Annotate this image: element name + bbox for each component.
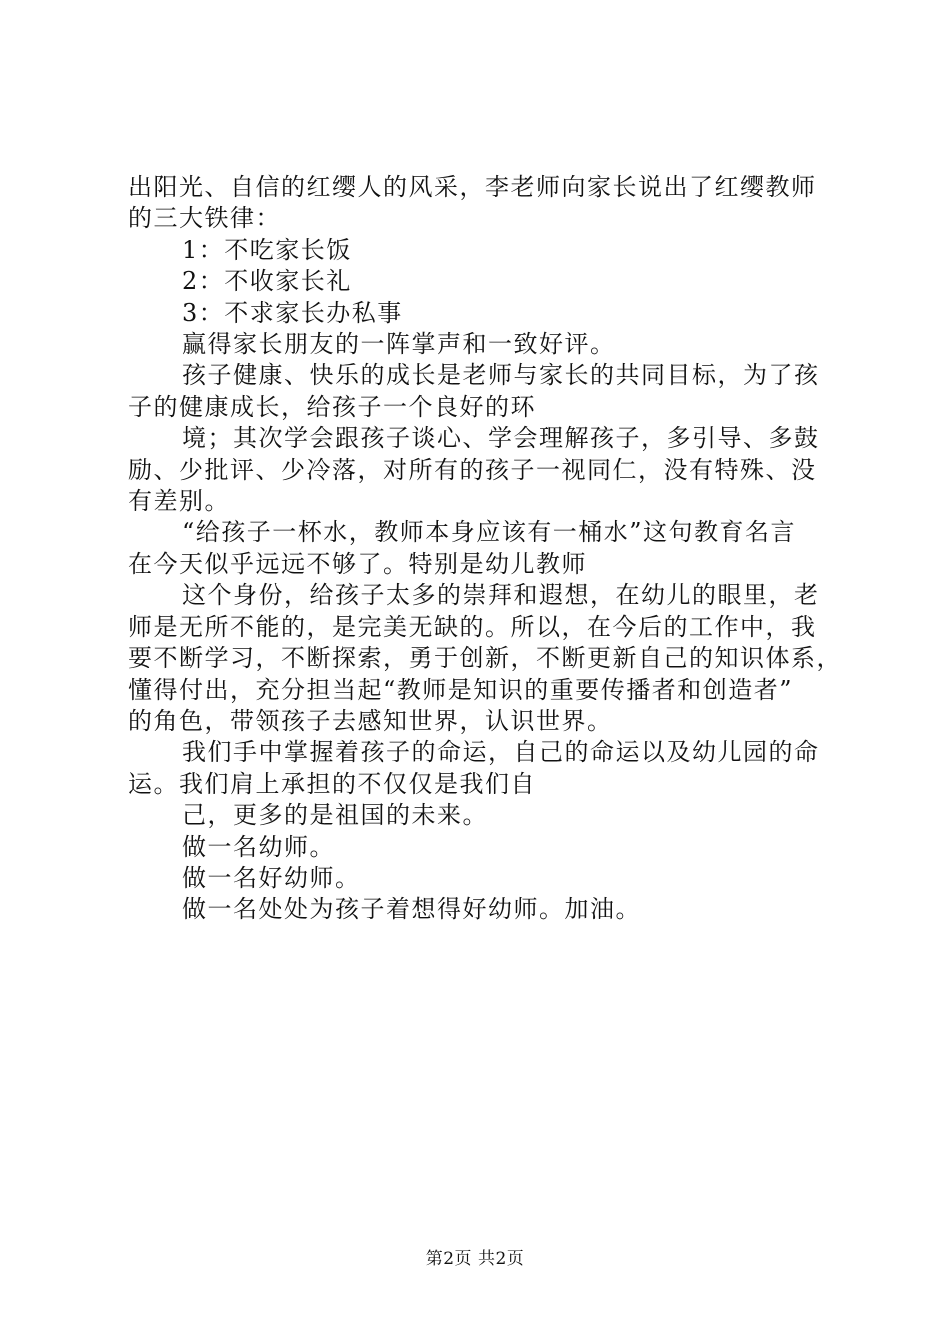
text-line: 做一名幼师。 <box>182 832 335 861</box>
text-line: 境；其次学会跟孩子谈心、学会理解孩子，多引导、多鼓 <box>182 424 820 453</box>
text-line: 的三大铁律： <box>128 204 281 233</box>
page-footer: 第2页 共2页 <box>425 1249 525 1269</box>
text-line: 做一名好幼师。 <box>182 863 361 892</box>
text-line: 在今天似乎远远不够了。特别是幼儿教师 <box>128 549 587 578</box>
text-line: 有差别。 <box>128 487 230 516</box>
text-line: 懂得付出，充分担当起“教师是知识的重要传播者和创造者” <box>128 675 794 704</box>
text-line: 做一名处处为孩子着想得好幼师。加油。 <box>182 895 641 924</box>
text-line: 要不断学习，不断探索，勇于创新，不断更新自己的知识体系， <box>128 644 842 673</box>
text-line: 励、少批评、少冷落，对所有的孩子一视同仁，没有特殊、没 <box>128 455 817 484</box>
text-line: 我们手中掌握着孩子的命运，自己的命运以及幼儿园的命 <box>182 738 820 767</box>
text-line: 赢得家长朋友的一阵掌声和一致好评。 <box>182 330 616 359</box>
text-line: 这个身份，给孩子太多的崇拜和遐想，在幼儿的眼里，老 <box>182 581 820 610</box>
text-line: 运。我们肩上承担的不仅仅是我们自 <box>128 769 536 798</box>
text-line: 2：不收家长礼 <box>182 267 352 296</box>
text-line: 3：不求家长办私事 <box>182 298 403 327</box>
text-line: 孩子健康、快乐的成长是老师与家长的共同目标，为了孩 <box>182 361 820 390</box>
text-line: 出阳光、自信的红缨人的风采，李老师向家长说出了红缨教师 <box>128 173 817 201</box>
text-line: 1：不吃家长饭 <box>182 235 352 264</box>
document-body <box>128 172 843 926</box>
text-line: “给孩子一杯水，教师本身应该有一桶水”这句教育名言 <box>182 518 797 547</box>
text-line: 子的健康成长，给孩子一个良好的环 <box>128 392 536 421</box>
text-line: 己，更多的是祖国的未来。 <box>182 801 488 830</box>
text-line: 的角色，带领孩子去感知世界，认识世界。 <box>128 706 613 735</box>
text-line: 师是无所不能的，是完美无缺的。所以，在今后的工作中，我 <box>128 612 817 641</box>
